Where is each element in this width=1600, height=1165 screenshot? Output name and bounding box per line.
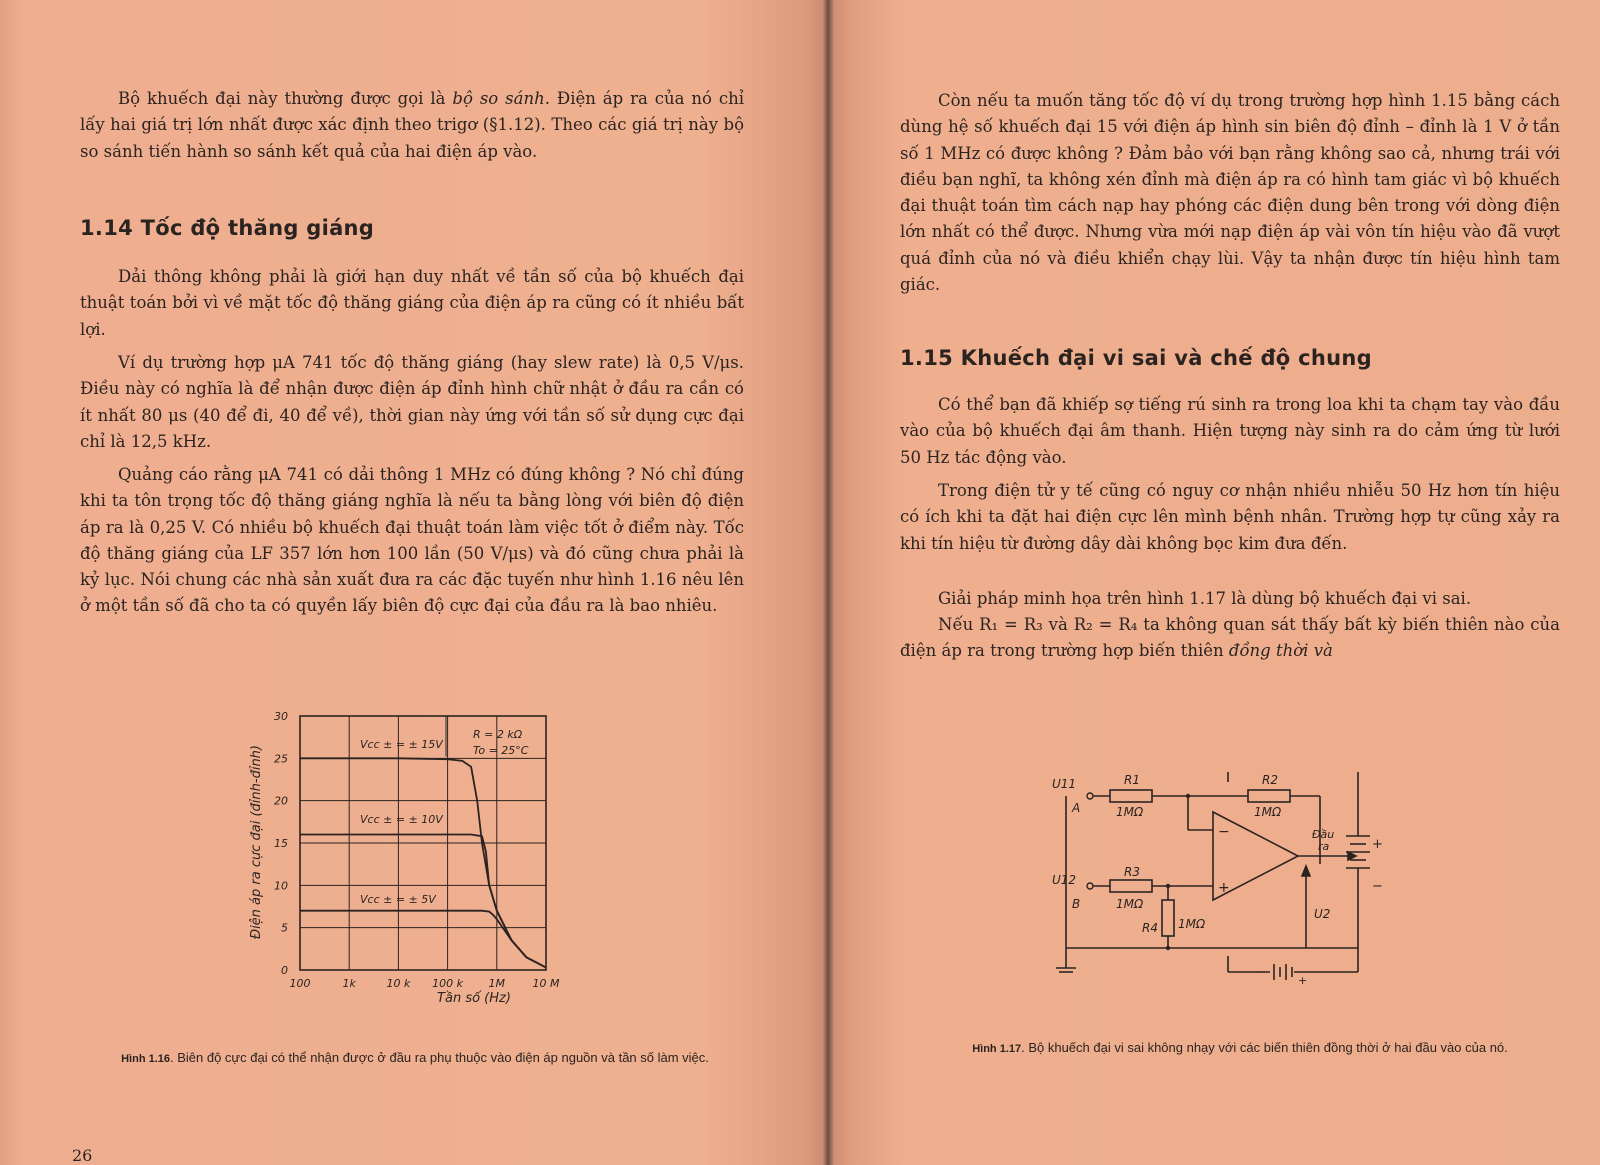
left-paragraph-1 xyxy=(80,86,744,165)
figure-1-16-chart xyxy=(238,702,578,1012)
label-r2-value: 1MΩ xyxy=(1254,805,1282,819)
resistor-r1 xyxy=(1110,790,1152,802)
left-paragraph-4: Quảng cáo rằng μA 741 có dải thông 1 MHz có đúng không ? Nó chỉ đúng khi ta tôn trọng tốc độ thăng giáng nghĩa là nếu ta bằng lòng với biên độ điện áp ra là 0,25 V. Có nhiều bộ khuếch đại thuật toán làm việc tốt ở điểm này. Tốc độ thăng giáng của LF 357 lớn hơn 100 lần (50 V/μs) và đó cũng chưa phải là kỷ lục. Nói chung các nhà sản xuất đưa ra các đặc tuyến như hình 1.16 nêu lên ở một tần số đã cho ta có quyền lấy biên độ cực đại của đầu ra là bao nhiêu. xyxy=(80,465,744,616)
chart-note-to: To = 25°C xyxy=(473,744,529,757)
page-number: 26 xyxy=(72,1146,93,1165)
caption-label: Hình 1.17 xyxy=(972,1043,1022,1055)
chart-x-tick-label: 10 M xyxy=(532,977,560,990)
chart-x-tick-label: 100 xyxy=(289,977,311,990)
chart-series-label-15v: Vcc ± = ± 15V xyxy=(360,738,443,751)
right-paragraph-2: Có thể bạn đã khiếp sợ tiếng rú sinh ra trong loa khi ta chạm tay vào đầu vào của bộ khuếch đại âm thanh. Hiện tượng này sinh ra do cảm ứng từ lưới 50 Hz tác động vào. xyxy=(900,395,1560,467)
label-output-1: Đầu xyxy=(1312,828,1335,841)
para-emphasis: đồng thời và xyxy=(1228,641,1333,661)
book-gutter xyxy=(822,0,834,1165)
figure-1-17-circuit xyxy=(1048,772,1408,1002)
label-r1-value: 1MΩ xyxy=(1116,805,1144,819)
chart-x-tick-label: 10 k xyxy=(386,977,411,990)
figure-1-16-caption xyxy=(120,1048,710,1069)
caption-label: Hình 1.16 xyxy=(121,1053,170,1065)
chart-y-tick-label: 25 xyxy=(274,752,288,766)
right-paragraph-1: Còn nếu ta muốn tăng tốc độ ví dụ trong trường hợp hình 1.15 bằng cách dùng hệ số khuếch đại 15 với điện áp hình sin biên độ đỉnh – đỉnh là 1 V ở tần số 1 MHz có được không ? Đảm bảo với bạn rằng không sao cả, nhưng trái với điều bạn nghĩ, ta không xén đỉnh mà điện áp ra có hình tam giác vì bộ khuếch đại thuật toán tìm cách nạp hay phóng các điện dung bên trong với dòng điện lớn nhất có thể được. Nhưng vừa mới nạp điện áp vài vôn tín hiệu vào đã vượt quá đỉnh của nó và điều khiển chạy lùi. Vậy ta nhận được tín hiệu hình tam giác. xyxy=(900,91,1560,295)
battery-plus-sign: + xyxy=(1372,837,1383,852)
chart-curves xyxy=(300,758,546,967)
chart-y-tick-label: 10 xyxy=(274,879,288,893)
right-page xyxy=(828,0,1600,1165)
para-text: Bộ khuếch đại này thường được gọi là xyxy=(118,89,453,108)
left-paragraph-3: Ví dụ trường hợp μA 741 tốc độ thăng giáng (hay slew rate) là 0,5 V/μs. Điều này có nghĩa là để nhận được điện áp đỉnh hình chữ nhật ở đầu ra cần có ít nhất 80 μs (40 để đi, 40 để về), thời gian này ứng với tần số sử dụng cực đại chỉ là 12,5 kHz. xyxy=(80,353,744,451)
input-terminal-b xyxy=(1087,883,1093,889)
output-arrow-icon xyxy=(1348,852,1356,860)
chart-series-label-10v: Vcc ± = ± 10V xyxy=(360,813,443,826)
para-text: Nếu R₁ = R₃ và R₂ = R₄ ta không quan sát thấy bất kỳ biến thiên nào của điện áp ra trong trường hợp biến thiên xyxy=(900,615,1560,661)
bottom-battery-minus-sign: − xyxy=(1256,965,1267,979)
left-paragraph-2: Dải thông không phải là giới hạn duy nhất về tần số của bộ khuếch đại thuật toán bởi vì về mặt tốc độ thăng giáng của điện áp ra cũng có ít nhiều bất lợi. xyxy=(80,267,744,339)
battery-minus-sign: − xyxy=(1372,879,1383,894)
chart-x-tick-label: 100 k xyxy=(432,977,464,990)
section-heading-1-14: 1.14 Tốc độ thăng giáng xyxy=(80,216,375,240)
para-text: . Điện áp ra của nó chỉ lấy hai giá trị lớn nhất được xác định theo trigơ (§1.12). Theo các giá trị này bộ so sánh tiến hành so sánh kết quả của hai điện áp vào. xyxy=(80,89,745,161)
chart-y-tick-label: 15 xyxy=(274,837,288,850)
label-output-2: ra xyxy=(1318,840,1330,853)
right-paragraph-5 xyxy=(900,612,1560,665)
label-r4-value: 1MΩ xyxy=(1178,917,1206,931)
label-r3: R3 xyxy=(1124,865,1140,879)
chart-y-axis-label: Điện áp ra cực đại (đỉnh-đỉnh) xyxy=(249,745,264,939)
label-inverting-input: − xyxy=(1218,824,1230,840)
input-terminal-a xyxy=(1087,793,1093,799)
resistor-r3 xyxy=(1110,880,1152,892)
chart-note-r: R = 2 kΩ xyxy=(473,728,523,741)
chart-x-tick-label: 1M xyxy=(488,977,506,990)
resistor-r4 xyxy=(1162,900,1174,936)
right-paragraph-4: Giải pháp minh họa trên hình 1.17 là dùng bộ khuếch đại vi sai. xyxy=(938,589,1472,608)
caption-text: . Bộ khuếch đại vi sai không nhạy với các biến thiên đồng thời ở hai đầu vào của nó. xyxy=(1021,1040,1508,1055)
circuit-wires xyxy=(1056,772,1370,980)
chart-y-tick-label: 5 xyxy=(281,921,288,935)
chart-y-tick-label: 20 xyxy=(274,794,288,808)
chart-series-5v xyxy=(300,911,546,968)
label-u11: U11 xyxy=(1052,777,1077,791)
label-r4: R4 xyxy=(1142,921,1158,935)
chart-y-tick-label: 0 xyxy=(281,964,288,977)
bottom-battery-plus-sign: + xyxy=(1298,974,1308,987)
label-a: A xyxy=(1072,801,1081,815)
label-r1: R1 xyxy=(1124,773,1140,787)
label-b: B xyxy=(1072,897,1081,911)
para-emphasis: bộ so sánh xyxy=(452,89,545,108)
label-u12: U12 xyxy=(1052,873,1077,887)
chart-y-tick-label: 30 xyxy=(274,710,288,723)
label-noninverting-input: + xyxy=(1218,880,1230,896)
chart-series-label-5v: Vcc ± = ± 5V xyxy=(360,893,436,906)
right-paragraph-3: Trong điện tử y tế cũng có nguy cơ nhận nhiều nhiễu 50 Hz hơn tín hiệu có ích khi ta đặt hai điện cực lên mình bệnh nhân. Trường hợp tự cũng xảy ra khi tín hiệu từ đường dây dài không bọc kim đưa đến. xyxy=(900,481,1560,553)
label-r3-value: 1MΩ xyxy=(1116,897,1144,911)
caption-text: . Biên độ cực đại có thể nhận được ở đầu ra phụ thuộc vào điện áp nguồn và tần số làm việc. xyxy=(170,1050,709,1065)
figure-1-17-caption xyxy=(940,1038,1540,1059)
section-heading-1-15: 1.15 Khuếch đại vi sai và chế độ chung xyxy=(900,346,1372,370)
label-u2: U2 xyxy=(1314,907,1331,921)
label-r2: R2 xyxy=(1262,773,1278,787)
chart-x-axis-label: Tần số (Hz) xyxy=(437,991,511,1006)
chart-x-tick-label: 1k xyxy=(342,977,356,990)
resistor-r2 xyxy=(1248,790,1290,802)
